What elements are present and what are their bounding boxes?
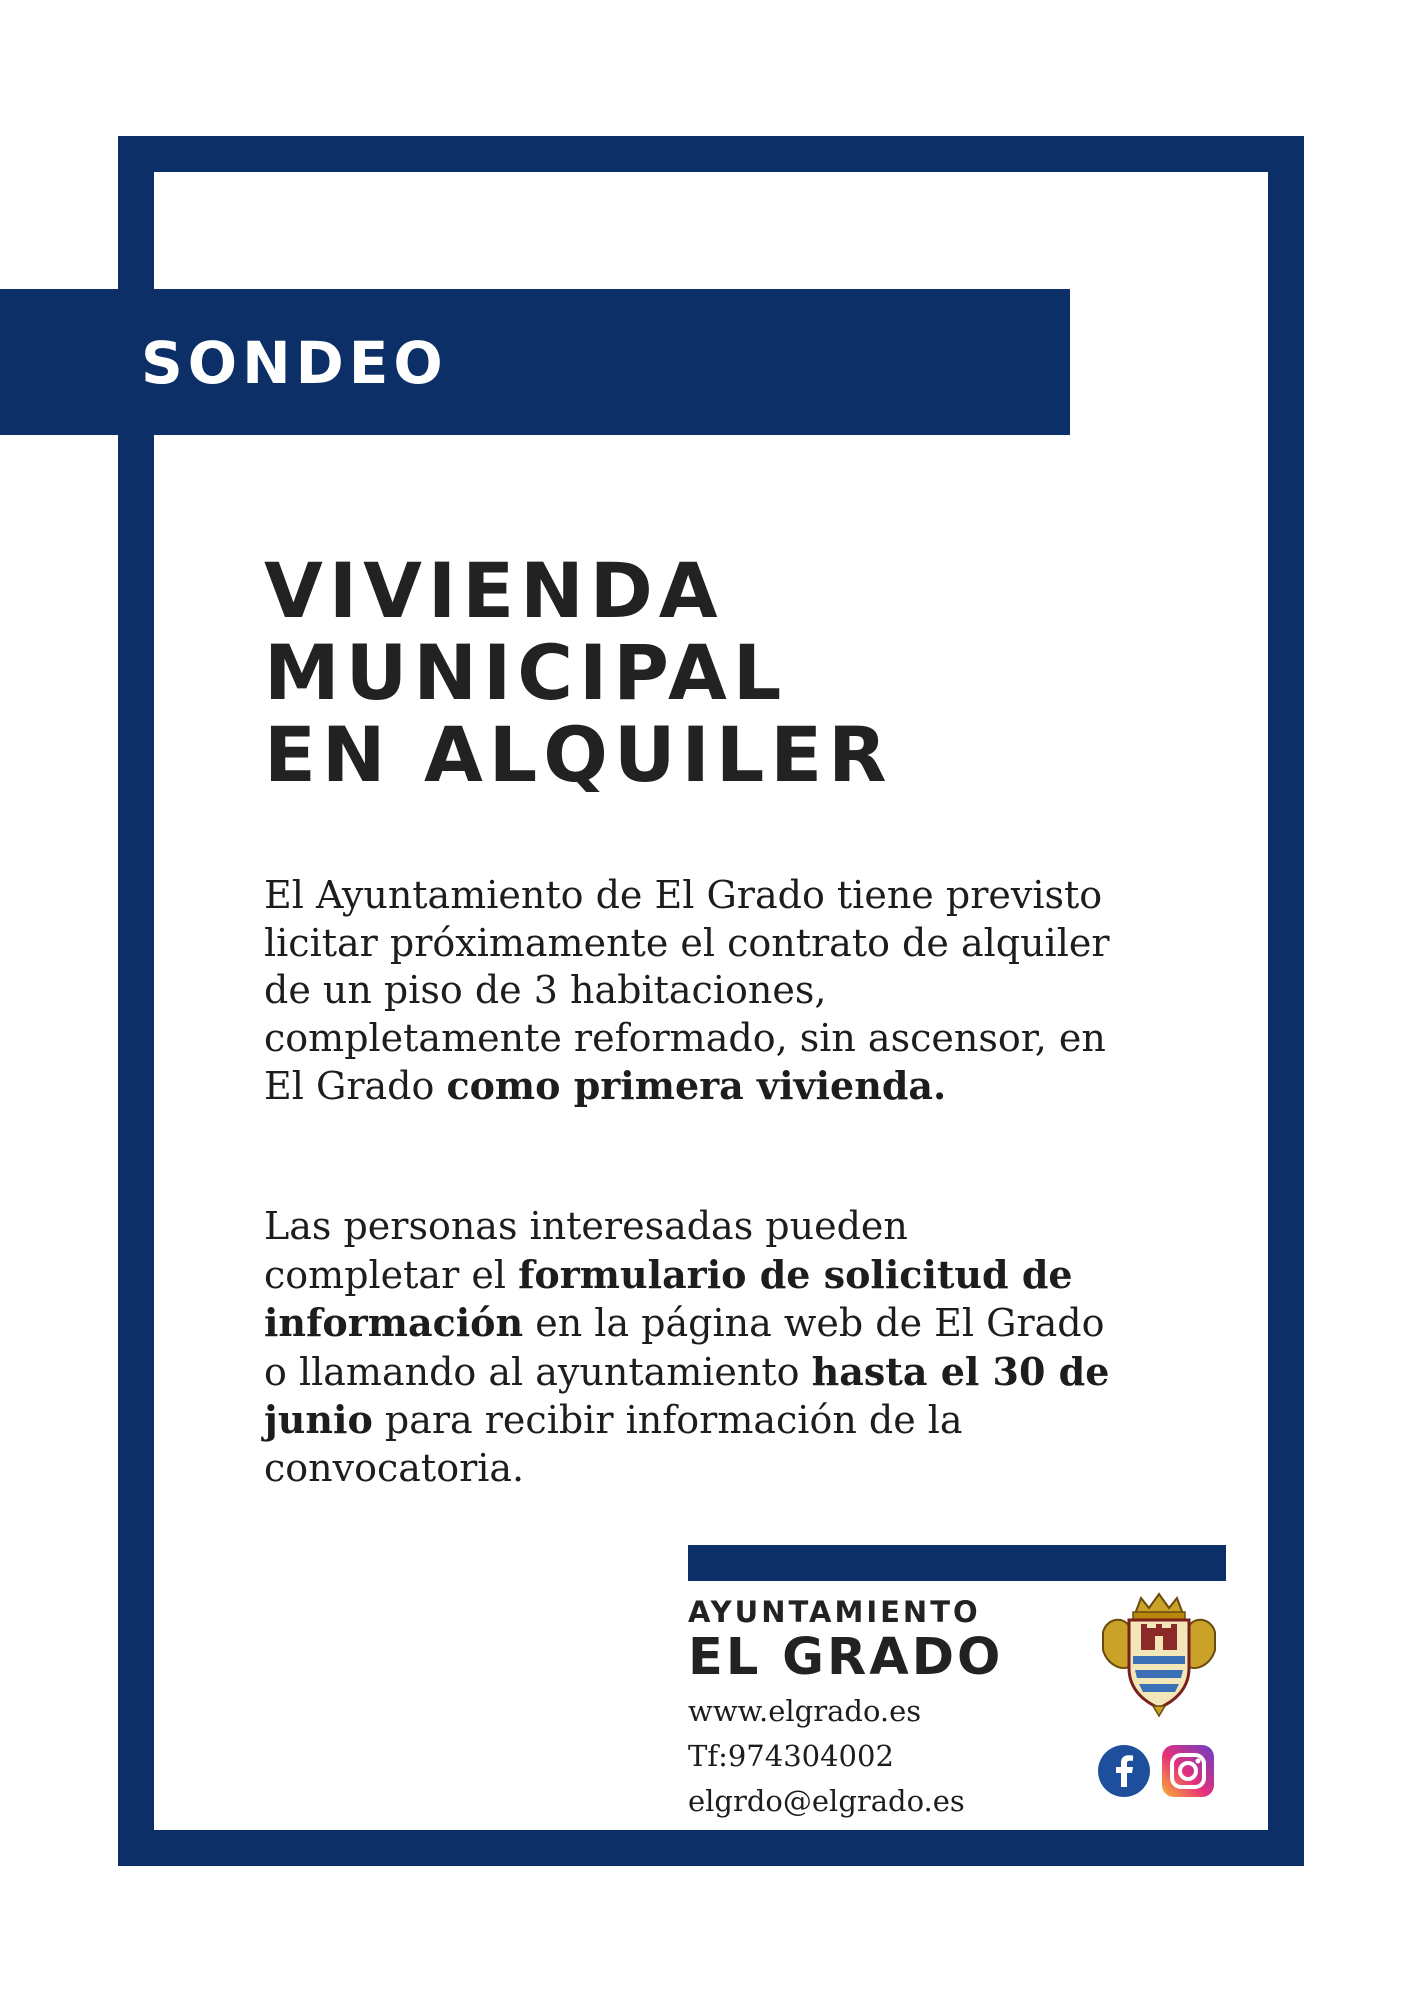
deadline-text: hasta el 30 de junio [264,1348,1110,1442]
intro-bold-text: como primera vivienda. [446,1063,947,1108]
org-name-line-2: EL GRADO [688,1628,1004,1687]
form-link-text: formulario de solicitud de información [264,1251,1073,1345]
page-title [264,546,893,799]
title-line-3: EN ALQUILER [264,710,893,799]
sondeo-banner [0,289,1070,435]
facebook-icon[interactable] [1098,1745,1150,1797]
crest-icon [1097,1592,1221,1718]
banner-label: SONDEO [141,329,448,397]
org-name-line-1: AYUNTAMIENTO [688,1595,981,1629]
instructions-text-1: Las personas interesadas pueden completar el [264,1204,908,1297]
instructions-text-2: en la página web de El Grado o llamando al ayuntamiento [264,1301,1105,1394]
website-link[interactable]: www.elgrado.es [688,1694,922,1728]
title-line-1: VIVIENDA [264,546,724,635]
phone-number[interactable]: Tf:974304002 [688,1739,894,1773]
intro-text: El Ayuntamiento de El Grado tiene previsto licitar próximamente el contrato de alquiler de un piso de 3 habitaciones, completamente reformado, sin ascensor, en El Grado [264,873,1110,1108]
instructions-text-3: para recibir información de la convocatoria. [264,1398,963,1490]
instagram-icon[interactable] [1162,1745,1214,1797]
intro-paragraph [264,872,1114,1111]
instructions-paragraph [264,1203,1114,1492]
title-line-2: MUNICIPAL [264,628,788,717]
email-link[interactable]: elgrdo@elgrado.es [688,1784,965,1818]
footer-divider-bar [688,1545,1226,1581]
